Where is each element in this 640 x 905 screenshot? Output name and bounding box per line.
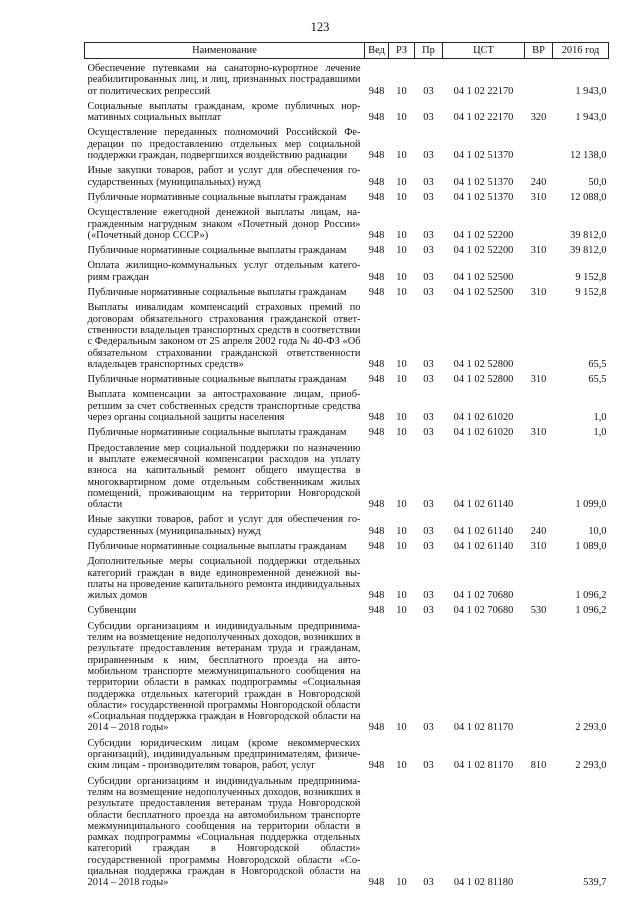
row-vr: 310	[530, 427, 547, 439]
row-vr	[525, 123, 553, 161]
table-row	[85, 123, 609, 161]
row-ved: 948	[368, 427, 385, 439]
row-rz: 10	[396, 722, 407, 734]
row-vr: 310	[530, 191, 547, 203]
row-rz: 10	[396, 85, 407, 97]
row-vr: 530	[530, 605, 547, 617]
row-vr: 310	[530, 540, 547, 552]
row-cst: 04 1 02 81180	[453, 877, 514, 889]
row-ved: 948	[368, 525, 385, 537]
row-amount: 1,0	[593, 412, 607, 424]
row-ved: 948	[368, 877, 385, 889]
row-vr	[525, 203, 553, 241]
row-vr	[525, 552, 553, 601]
row-cst: 04 1 02 61020	[453, 427, 514, 439]
row-amount: 1 099,0	[575, 499, 607, 511]
row-pr: 03	[423, 176, 434, 188]
header-pr: Пр	[415, 43, 443, 59]
row-pr: 03	[423, 150, 434, 162]
row-vr: 310	[530, 374, 547, 386]
row-rz: 10	[396, 271, 407, 283]
row-pr: 03	[423, 499, 434, 511]
row-cst: 04 1 02 52500	[453, 287, 514, 299]
row-vr	[525, 298, 553, 370]
row-cst: 04 1 02 22170	[453, 85, 514, 97]
row-amount: 39 812,0	[570, 245, 607, 257]
row-name: Оплата жилищно-коммунальных услуг отдельным категориям граждан	[87, 260, 361, 283]
row-ved: 948	[368, 85, 385, 97]
header-ved: Вед	[365, 43, 389, 59]
table-row	[85, 59, 609, 97]
row-cst: 04 1 02 61020	[453, 412, 514, 424]
row-name: Публичные нормативные социальные выплаты гражданам	[87, 540, 347, 552]
row-amount: 1 096,2	[575, 590, 607, 602]
row-ved: 948	[368, 271, 385, 283]
row-vr: 310	[530, 287, 547, 299]
row-pr: 03	[423, 540, 434, 552]
row-rz: 10	[396, 605, 407, 617]
row-amount: 65,5	[588, 374, 607, 386]
row-name: Субвенции	[87, 605, 137, 617]
table-row	[85, 423, 609, 438]
row-rz: 10	[396, 245, 407, 257]
row-pr: 03	[423, 271, 434, 283]
table-row	[85, 601, 609, 616]
table-row	[85, 439, 609, 511]
row-pr: 03	[423, 85, 434, 97]
row-ved: 948	[368, 150, 385, 162]
row-name: Публичные нормативные социальные выплаты гражданам	[87, 374, 347, 386]
row-pr: 03	[423, 245, 434, 257]
row-ved: 948	[368, 191, 385, 203]
row-name: Дополнительные меры социальной поддержки отдельных категорий граждан в виде единовременной денежной выплаты на проведение капитального ремонта индивидуальных жилых домов	[87, 556, 361, 602]
row-cst: 04 1 02 52800	[453, 358, 514, 370]
row-vr	[525, 59, 553, 97]
row-vr	[525, 772, 553, 889]
table-row	[85, 537, 609, 552]
row-pr: 03	[423, 412, 434, 424]
row-amount: 65,5	[588, 358, 607, 370]
row-pr: 03	[423, 590, 434, 602]
row-cst: 04 1 02 70680	[453, 590, 514, 602]
row-rz: 10	[396, 540, 407, 552]
row-cst: 04 1 02 52500	[453, 271, 514, 283]
row-ved: 948	[368, 287, 385, 299]
row-name: Социальные выплаты гражданам, кроме публичных нормативных социальных выплат	[87, 100, 361, 124]
row-amount: 1 089,0	[575, 540, 607, 552]
row-amount: 1 943,0	[575, 85, 607, 97]
row-pr: 03	[423, 605, 434, 617]
row-ved: 948	[368, 590, 385, 602]
row-ved: 948	[368, 358, 385, 370]
row-rz: 10	[396, 499, 407, 511]
row-rz: 10	[396, 525, 407, 537]
row-vr	[525, 617, 553, 734]
table-row	[85, 241, 609, 256]
row-vr: 320	[530, 112, 547, 124]
row-vr	[525, 385, 553, 423]
row-ved: 948	[368, 245, 385, 257]
row-cst: 04 1 02 70680	[453, 605, 514, 617]
row-rz: 10	[396, 877, 407, 889]
row-amount: 12 138,0	[570, 150, 607, 162]
row-name: Публичные нормативные социальные выплаты гражданам	[87, 287, 347, 299]
row-name: Выплата компенсации за автострахование лицам, приобретшим за счет собственных средств транспортные средства через органы социальной защиты населения	[87, 389, 361, 424]
row-cst: 04 1 02 61140	[453, 525, 514, 537]
row-amount: 12 088,0	[570, 191, 607, 203]
row-rz: 10	[396, 427, 407, 439]
row-ved: 948	[368, 722, 385, 734]
row-rz: 10	[396, 374, 407, 386]
row-cst: 04 1 02 52200	[453, 229, 514, 241]
table-row	[85, 283, 609, 298]
row-amount: 1 096,2	[575, 605, 607, 617]
row-pr: 03	[423, 525, 434, 537]
row-pr: 03	[423, 877, 434, 889]
row-rz: 10	[396, 112, 407, 124]
header-name: Наименование	[85, 43, 365, 59]
row-pr: 03	[423, 722, 434, 734]
row-pr: 03	[423, 191, 434, 203]
row-vr	[525, 256, 553, 283]
row-name: Осуществление ежегодной денежной выплаты лицам, награжденным нагрудным знаком «Почетный донор России» («Почетный донор СССР»)	[87, 207, 361, 241]
row-cst: 04 1 02 81170	[453, 760, 514, 772]
row-amount: 10,0	[588, 525, 607, 537]
header-rz: РЗ	[389, 43, 415, 59]
table-row	[85, 298, 609, 370]
table-row	[85, 552, 609, 601]
table-header-row	[85, 43, 609, 59]
row-rz: 10	[396, 590, 407, 602]
row-amount: 39 812,0	[570, 229, 607, 241]
row-pr: 03	[423, 112, 434, 124]
row-name: Субсидии организациям и индивидуальным предпринимателям на возмещение недополученных доходов, возникших в результате предоставления ветеранам труда и гражданам, приравненным к ним, бесплатного проезда на автомобильном транспорте межмуниципального сообщения на территории области в рамках подпрограммы «Социальная поддержка отдельных категорий граждан в Новгородской области» государственной программы Новгородской области «Социальная поддержка граждан в Новгородской области на 2014 – 2018 годы»	[87, 620, 361, 734]
row-amount: 9 152,8	[575, 287, 607, 299]
table-row	[85, 370, 609, 385]
row-name: Выплаты инвалидам компенсаций страховых премий по договорам обязательного страхования гражданской ответственности владельцев транспортных средств в соответствии с Федеральным законом от 25 апреля 2002 года № 40-ФЗ «Об обязательном страховании гражданской ответственности владельцев транспортных средств»	[87, 302, 361, 370]
row-ved: 948	[368, 374, 385, 386]
table-row	[85, 385, 609, 423]
row-ved: 948	[368, 499, 385, 511]
row-rz: 10	[396, 358, 407, 370]
row-rz: 10	[396, 176, 407, 188]
row-amount: 9 152,8	[575, 271, 607, 283]
table-row	[85, 617, 609, 734]
row-rz: 10	[396, 412, 407, 424]
row-name: Субсидии юридическим лицам (кроме некоммерческих организаций), индивидуальным предпринимателям, физическим лицам - производителям товаров, работ, услуг	[87, 737, 361, 772]
row-name: Публичные нормативные социальные выплаты гражданам	[87, 191, 347, 203]
row-pr: 03	[423, 427, 434, 439]
header-amount: 2016 год	[553, 43, 609, 59]
row-amount: 50,0	[588, 176, 607, 188]
row-pr: 03	[423, 760, 434, 772]
table-row	[85, 772, 609, 889]
row-rz: 10	[396, 150, 407, 162]
row-amount: 1,0	[593, 427, 607, 439]
row-pr: 03	[423, 358, 434, 370]
table-row	[85, 203, 609, 241]
row-name: Осуществление переданных полномочий Российской Федерации по предоставлению отдельных мер социальной поддержки граждан, подвергшихся воздействию радиации	[87, 127, 361, 162]
row-name: Обеспечение путевками на санаторно-курортное лечение реабилитированных лиц, и лиц, признанных пострадавшими от политических репрессий	[87, 63, 361, 97]
row-amount: 539,7	[583, 877, 607, 889]
row-ved: 948	[368, 540, 385, 552]
table-row	[85, 734, 609, 772]
row-amount: 1 943,0	[575, 112, 607, 124]
row-vr: 240	[530, 525, 547, 537]
row-rz: 10	[396, 287, 407, 299]
row-name: Субсидии организациям и индивидуальным предпринимателям на возмещение недополученных доходов, возникших в результате предоставления ветеранам труда Новгородской области бесплатного проезда на автомобильном транспорте межмуниципального сообщения на территории области в рамках подпрограммы «Социальная поддержка отдельных категорий граждан в Новгородской области» государственной программы Новгородской области «Социальная поддержка граждан в Новгородской области на 2014 – 2018 годы»	[87, 775, 361, 889]
row-cst: 04 1 02 51370	[453, 176, 514, 188]
row-cst: 04 1 02 81170	[453, 722, 514, 734]
row-amount: 2 293,0	[575, 722, 607, 734]
row-ved: 948	[368, 176, 385, 188]
header-vr: ВР	[525, 43, 553, 59]
page-number: 123	[310, 20, 330, 34]
table-row	[85, 97, 609, 124]
row-cst: 04 1 02 51370	[453, 150, 514, 162]
row-name: Публичные нормативные социальные выплаты гражданам	[87, 427, 347, 439]
row-ved: 948	[368, 229, 385, 241]
row-amount: 2 293,0	[575, 760, 607, 772]
row-ved: 948	[368, 605, 385, 617]
row-rz: 10	[396, 191, 407, 203]
row-vr: 810	[530, 760, 547, 772]
row-name: Предоставление мер социальной поддержки по назначению и выплате ежемесячной компенсации расходов на уплату взноса на капитальный ремонт общего имущества в многоквартирном доме отдельным собственникам жилых помещений, проживающим на территории Новгородской области	[87, 442, 361, 511]
row-vr: 310	[530, 245, 547, 257]
row-cst: 04 1 02 52200	[453, 245, 514, 257]
row-rz: 10	[396, 760, 407, 772]
row-cst: 04 1 02 22170	[453, 112, 514, 124]
row-cst: 04 1 02 61140	[453, 540, 514, 552]
row-name: Иные закупки товаров, работ и услуг для обеспечения государственных (муниципальных) нужд	[87, 165, 361, 188]
row-rz: 10	[396, 229, 407, 241]
row-pr: 03	[423, 229, 434, 241]
row-vr	[525, 439, 553, 511]
budget-table	[84, 42, 609, 889]
row-pr: 03	[423, 374, 434, 386]
table-row	[85, 256, 609, 283]
row-ved: 948	[368, 412, 385, 424]
row-ved: 948	[368, 112, 385, 124]
row-cst: 04 1 02 51370	[453, 191, 514, 203]
table-row	[85, 161, 609, 188]
row-cst: 04 1 02 61140	[453, 499, 514, 511]
table-row	[85, 188, 609, 203]
table-row	[85, 510, 609, 537]
row-pr: 03	[423, 287, 434, 299]
row-cst: 04 1 02 52800	[453, 374, 514, 386]
row-vr: 240	[530, 176, 547, 188]
row-name: Иные закупки товаров, работ и услуг для обеспечения государственных (муниципальных) нужд	[87, 514, 361, 537]
row-name: Публичные нормативные социальные выплаты гражданам	[87, 245, 347, 257]
row-ved: 948	[368, 760, 385, 772]
header-cst: ЦСТ	[443, 43, 525, 59]
